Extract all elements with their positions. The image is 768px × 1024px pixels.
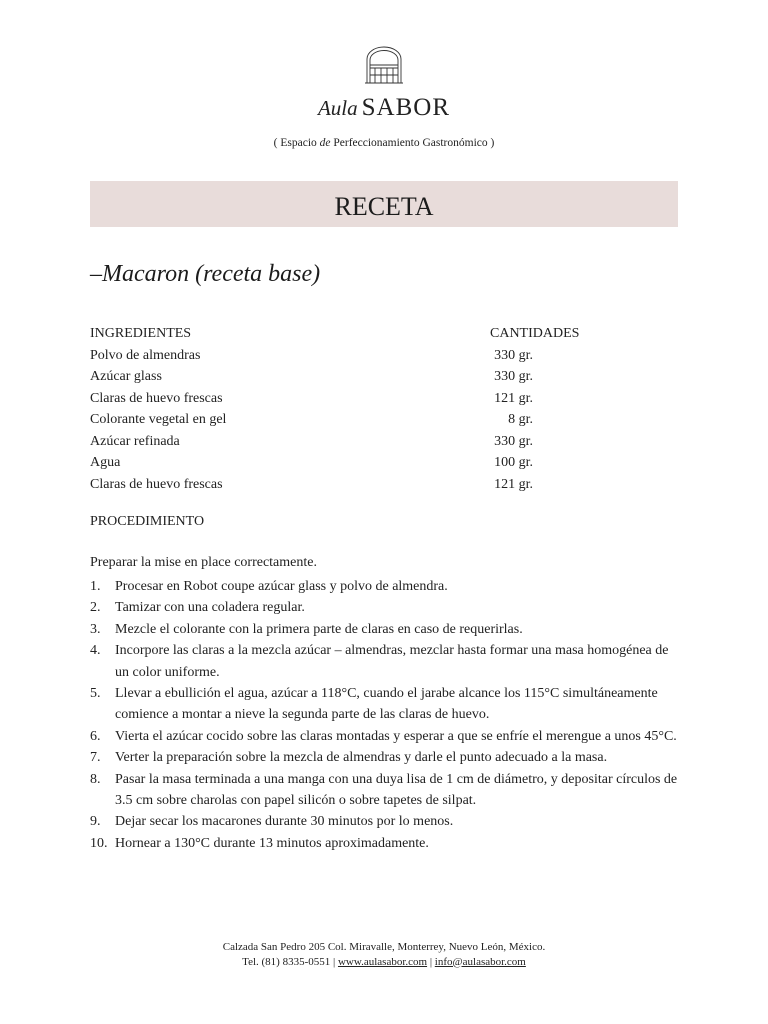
ingredient-qty: 330 gr. [494,433,533,449]
quantities-header: CANTIDADES [490,326,580,341]
brand-name [0,94,768,122]
tagline-prefix: ( Espacio [273,137,320,149]
step-number: 1. [90,579,101,594]
procedure-step [90,747,680,768]
tagline-de: de [319,137,331,149]
step-number: 7. [90,750,101,766]
footer-contact [0,955,768,970]
website-link[interactable]: www.aulasabor.com [337,955,428,968]
procedure-step [90,769,680,812]
step-number: 8. [90,771,101,787]
footer-separator: | [330,955,338,968]
ingredient-name: Azúcar refinada [90,433,180,449]
ingredient-row [90,474,610,496]
ingredient-row [90,345,610,367]
ingredient-name: Azúcar glass [90,369,162,384]
footer-phone: Tel. (81) 8335-0551 [242,955,331,968]
ingredient-qty: 121 gr. [494,476,533,492]
ingredient-row [90,431,610,453]
receta-banner [90,181,678,227]
ingredient-row [90,388,610,410]
procedure-step [90,619,680,640]
step-number: 4. [90,643,101,659]
ingredient-qty: 8 gr. [508,412,533,427]
step-number: 5. [90,686,101,702]
step-text: Pasar la masa terminada a una manga con una duya lisa de 1 cm de diámetro, y depositar círculos de 3.5 cm sobre charolas con papel silicón o sobre tapetes de silpat. [115,771,678,809]
tagline-suffix: Perfeccionamiento Gastronómico ) [330,137,495,149]
step-text: Incorpore las claras a la mezcla azúcar – almendras, mezclar hasta formar una masa homogénea de un color uniforme. [115,643,669,680]
ingredient-name: Polvo de almendras [90,347,201,363]
ingredient-row [90,409,610,431]
ingredient-qty: 330 gr. [494,347,533,363]
step-text: Tamizar con una coladera regular. [115,600,305,616]
step-number: 10. [90,835,108,851]
step-text: Vierta el azúcar cocido sobre las claras montadas y esperar a que se enfríe el merengue a unos 45°C. [115,728,677,744]
step-text: Dejar secar los macarones durante 30 minutos por lo menos. [115,814,454,830]
ingredient-name: Claras de huevo frescas [90,390,223,406]
procedure-steps [90,576,680,854]
ingredient-qty: 121 gr. [494,390,533,406]
ingredient-name: Agua [90,455,121,470]
step-text: Llevar a ebullición el agua, azúcar a 118°C, cuando el jarabe alcance los 115°C simultáneamente comience a montar a nieve la segunda parte de las claras de huevo. [115,686,658,723]
recipe-title: –Macaron (receta base) [90,261,321,287]
procedure-step [90,576,680,597]
step-number: 9. [90,814,101,830]
ingredient-row [90,452,610,474]
ingredient-qty: 330 gr. [494,369,533,384]
banner-title: RECETA [334,192,434,221]
ingredient-qty: 100 gr. [494,455,533,470]
step-text: Hornear a 130°C durante 13 minutos aproximadamente. [115,835,429,851]
procedure-step [90,726,680,747]
ingredient-name: Claras de huevo frescas [90,476,223,492]
step-number: 6. [90,728,101,744]
step-text: Mezcle el colorante con la primera parte de claras en caso de requerirlas. [115,621,523,637]
procedure-heading: PROCEDIMIENTO [90,514,205,529]
procedure-intro: Preparar la mise en place correctamente. [90,555,317,570]
ingredients-header-row [90,323,610,345]
email-link[interactable]: info@aulasabor.com [434,955,526,968]
step-number: 2. [90,600,101,616]
brand-aula: Aula [317,96,358,120]
ingredient-name: Colorante vegetal en gel [90,412,227,427]
procedure-step [90,597,680,618]
ingredients-header: INGREDIENTES [90,326,192,341]
ingredients-table [90,323,610,495]
ingredient-row [90,366,610,388]
building-logo-icon [363,45,405,85]
brand-sabor: SABOR [361,94,451,121]
procedure-step [90,833,680,854]
footer [0,940,768,969]
step-text: Verter la preparación sobre la mezcla de almendras y darle el punto adecuado a la masa. [115,750,608,766]
brand-tagline [0,137,768,149]
procedure-step [90,640,680,683]
footer-address: Calzada San Pedro 205 Col. Miravalle, Monterrey, Nuevo León, México. [222,941,546,953]
procedure-step [90,683,680,726]
step-text: Procesar en Robot coupe azúcar glass y polvo de almendra. [115,579,448,594]
step-number: 3. [90,621,101,637]
footer-separator: | [427,955,435,968]
procedure-step [90,811,680,832]
